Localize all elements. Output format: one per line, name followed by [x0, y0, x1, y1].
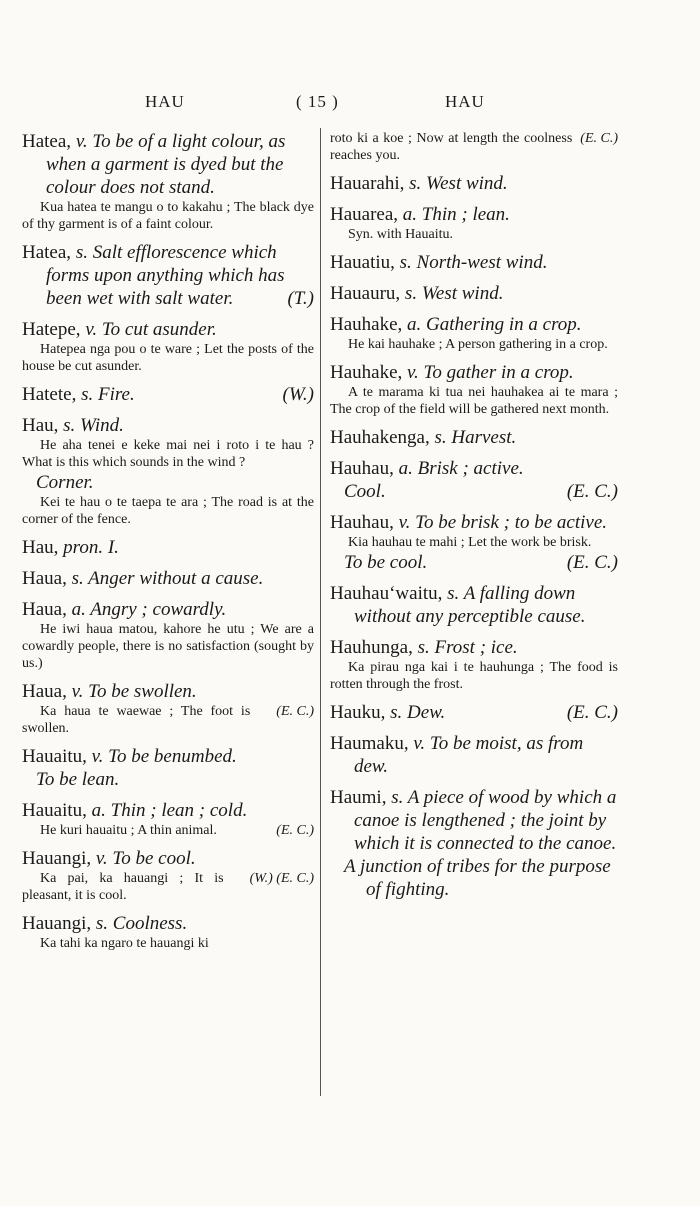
dictionary-entry: [330, 701, 618, 724]
headword: Hauhau,: [330, 458, 394, 479]
definition: v. To be swollen.: [71, 681, 197, 702]
dictionary-entry: [22, 241, 314, 310]
headword: Hauaitu,: [22, 746, 87, 767]
sub-sense: Cool.: [344, 481, 386, 502]
headword: Hauaitu,: [22, 800, 87, 821]
sub-sense: A junction of tribes for the purpose of fighting.: [344, 856, 611, 900]
example: A te marama ki tua nei hauhakea ai te mara ; The crop of the field will be gathered next month.: [330, 385, 618, 417]
dictionary-entry: [22, 847, 314, 904]
headword: Hauhau,: [330, 512, 394, 533]
definition: s. Frost ; ice.: [417, 637, 518, 658]
headword: Hatete,: [22, 384, 77, 405]
dictionary-entry: [330, 313, 618, 353]
dictionary-entry: [330, 172, 618, 195]
definition: s. North-west wind.: [399, 252, 548, 273]
headword: Hauauru,: [330, 283, 401, 304]
definition: s. A piece of wood by which a canoe is lengthened ; the joint by which it is connected to the canoe.: [354, 787, 617, 854]
headword: Hau,: [22, 415, 59, 436]
headword: Hauhakenga,: [330, 427, 430, 448]
definition: s. Dew.: [390, 702, 446, 723]
headword: Hatepe,: [22, 319, 81, 340]
example: Hatepea nga pou o te ware ; Let the posts of the house be cut asunder.: [22, 342, 314, 374]
dictionary-entry: [22, 799, 314, 839]
headword: Hau,: [22, 537, 59, 558]
headword: Hauhake,: [330, 362, 403, 383]
dictionary-entry: [22, 536, 314, 559]
headword: Hauhau‘waitu,: [330, 583, 443, 604]
definition: pron. I.: [63, 537, 119, 558]
definition: v. To be cool.: [95, 848, 196, 869]
dictionary-entry: [22, 567, 314, 590]
headword: Hauku,: [330, 702, 386, 723]
example: Syn. with Hauaitu.: [348, 227, 453, 242]
dictionary-entry: [22, 130, 314, 233]
example-continued: roto ki a koe ; Now at length the coolness reaches you.: [330, 131, 573, 163]
headword: Haumi,: [330, 787, 387, 808]
headword: Haua,: [22, 599, 67, 620]
headword: Hauatiu,: [330, 252, 395, 273]
example: Ka pirau nga kai i te hauhunga ; The food is rotten through the frost.: [330, 660, 618, 692]
definition: s. Harvest.: [434, 427, 517, 448]
source-tag: (E. C.): [276, 823, 314, 838]
example: Kua hatea te mangu o to kakahu ; The black dye of thy garment is of a faint colour.: [22, 200, 314, 232]
dictionary-entry: [330, 282, 618, 305]
headword: Hauhunga,: [330, 637, 413, 658]
headword: Hatea,: [22, 242, 72, 263]
sub-sense: To be lean.: [36, 769, 120, 790]
header-right: HAU: [445, 92, 485, 111]
definition: v. To be benumbed.: [91, 746, 237, 767]
dictionary-entry: [22, 414, 314, 528]
dictionary-entry: [22, 745, 314, 791]
example: Ka haua te waewae ; The foot is swollen.: [22, 704, 251, 736]
dictionary-entry: [22, 912, 314, 952]
example: Kia hauhau te mahi ; Let the work be brisk.: [348, 535, 592, 550]
example: He kuri hauaitu ; A thin animal.: [40, 823, 217, 838]
definition: v. To cut asunder.: [85, 319, 217, 340]
dictionary-entry: [330, 426, 618, 449]
sub-sense: Corner.: [36, 472, 94, 493]
dictionary-entry: [330, 636, 618, 693]
source-tag: (E. C.): [566, 552, 618, 573]
definition: a. Gathering in a crop.: [407, 314, 582, 335]
page-number: ( 15 ): [296, 92, 339, 111]
definition: a. Angry ; cowardly.: [71, 599, 227, 620]
definition: v. To be of a light colour, as when a garment is dyed but the colour does not stand.: [46, 131, 286, 198]
dictionary-entry: [22, 318, 314, 375]
dictionary-entry: [22, 383, 314, 406]
definition: v. To gather in a crop.: [407, 362, 574, 383]
definition: s. Salt efflorescence which forms upon anything which has been wet with salt water.: [46, 242, 285, 309]
definition: a. Brisk ; active.: [398, 458, 524, 479]
definition: s. Fire.: [81, 384, 135, 405]
example: He iwi haua matou, kahore he utu ; We are a cowardly people, there is no satisfaction (sought by us.): [22, 622, 314, 671]
definition: s. West wind.: [409, 173, 508, 194]
source-tag: (E. C.): [580, 131, 618, 146]
headword: Hatea,: [22, 131, 72, 152]
sub-sense: To be cool.: [344, 552, 428, 573]
column-divider: [320, 128, 321, 1096]
definition: s. Wind.: [63, 415, 124, 436]
definition: s. A falling down without any perceptible cause.: [354, 583, 586, 627]
source-tag: (E. C.): [566, 481, 618, 502]
dictionary-entry: [330, 130, 618, 164]
definition: a. Thin ; lean ; cold.: [91, 800, 248, 821]
headword: Haumaku,: [330, 733, 409, 754]
dictionary-entry: [22, 598, 314, 672]
source-tag: (W.): [282, 384, 314, 405]
dictionary-entry: [330, 786, 618, 901]
dictionary-entry: [330, 732, 618, 778]
definition: v. To be brisk ; to be active.: [398, 512, 608, 533]
definition: s. Coolness.: [95, 913, 188, 934]
example: He kai hauhake ; A person gathering in a crop.: [348, 337, 608, 352]
source-tag: (E. C.): [276, 704, 314, 719]
dictionary-entry: [330, 582, 618, 628]
headword: Haua,: [22, 568, 67, 589]
definition: v. To be moist, as from dew.: [354, 733, 584, 777]
dictionary-entry: [330, 203, 618, 243]
headword: Hauarea,: [330, 204, 399, 225]
source-tag: (W.) (E. C.): [249, 871, 314, 886]
dictionary-entry: [330, 457, 618, 503]
right-column: [330, 130, 618, 909]
headword: Hauhake,: [330, 314, 403, 335]
dictionary-entry: [22, 680, 314, 737]
headword: Haua,: [22, 681, 67, 702]
dictionary-entry: [330, 251, 618, 274]
definition: a. Thin ; lean.: [402, 204, 510, 225]
example: He aha tenei e keke mai nei i roto i te hau ? What is this which sounds in the wind ?: [22, 438, 314, 470]
header-left: HAU: [145, 92, 185, 111]
example: Ka pai, ka hauangi ; It is pleasant, it is cool.: [22, 871, 224, 903]
headword: Hauangi,: [22, 848, 92, 869]
left-column: [22, 130, 314, 960]
source-tag: (E. C.): [566, 702, 618, 723]
source-tag: (T.): [287, 288, 314, 309]
example: Ka tahi ka ngaro te hauangi ki: [40, 936, 209, 951]
dictionary-entry: [330, 361, 618, 418]
headword: Hauangi,: [22, 913, 92, 934]
headword: Hauarahi,: [330, 173, 405, 194]
definition: s. Anger without a cause.: [71, 568, 264, 589]
dictionary-entry: [330, 511, 618, 574]
example: Kei te hau o te taepa te ara ; The road is at the corner of the fence.: [22, 495, 314, 527]
running-header: [0, 92, 700, 116]
definition: s. West wind.: [404, 283, 504, 304]
